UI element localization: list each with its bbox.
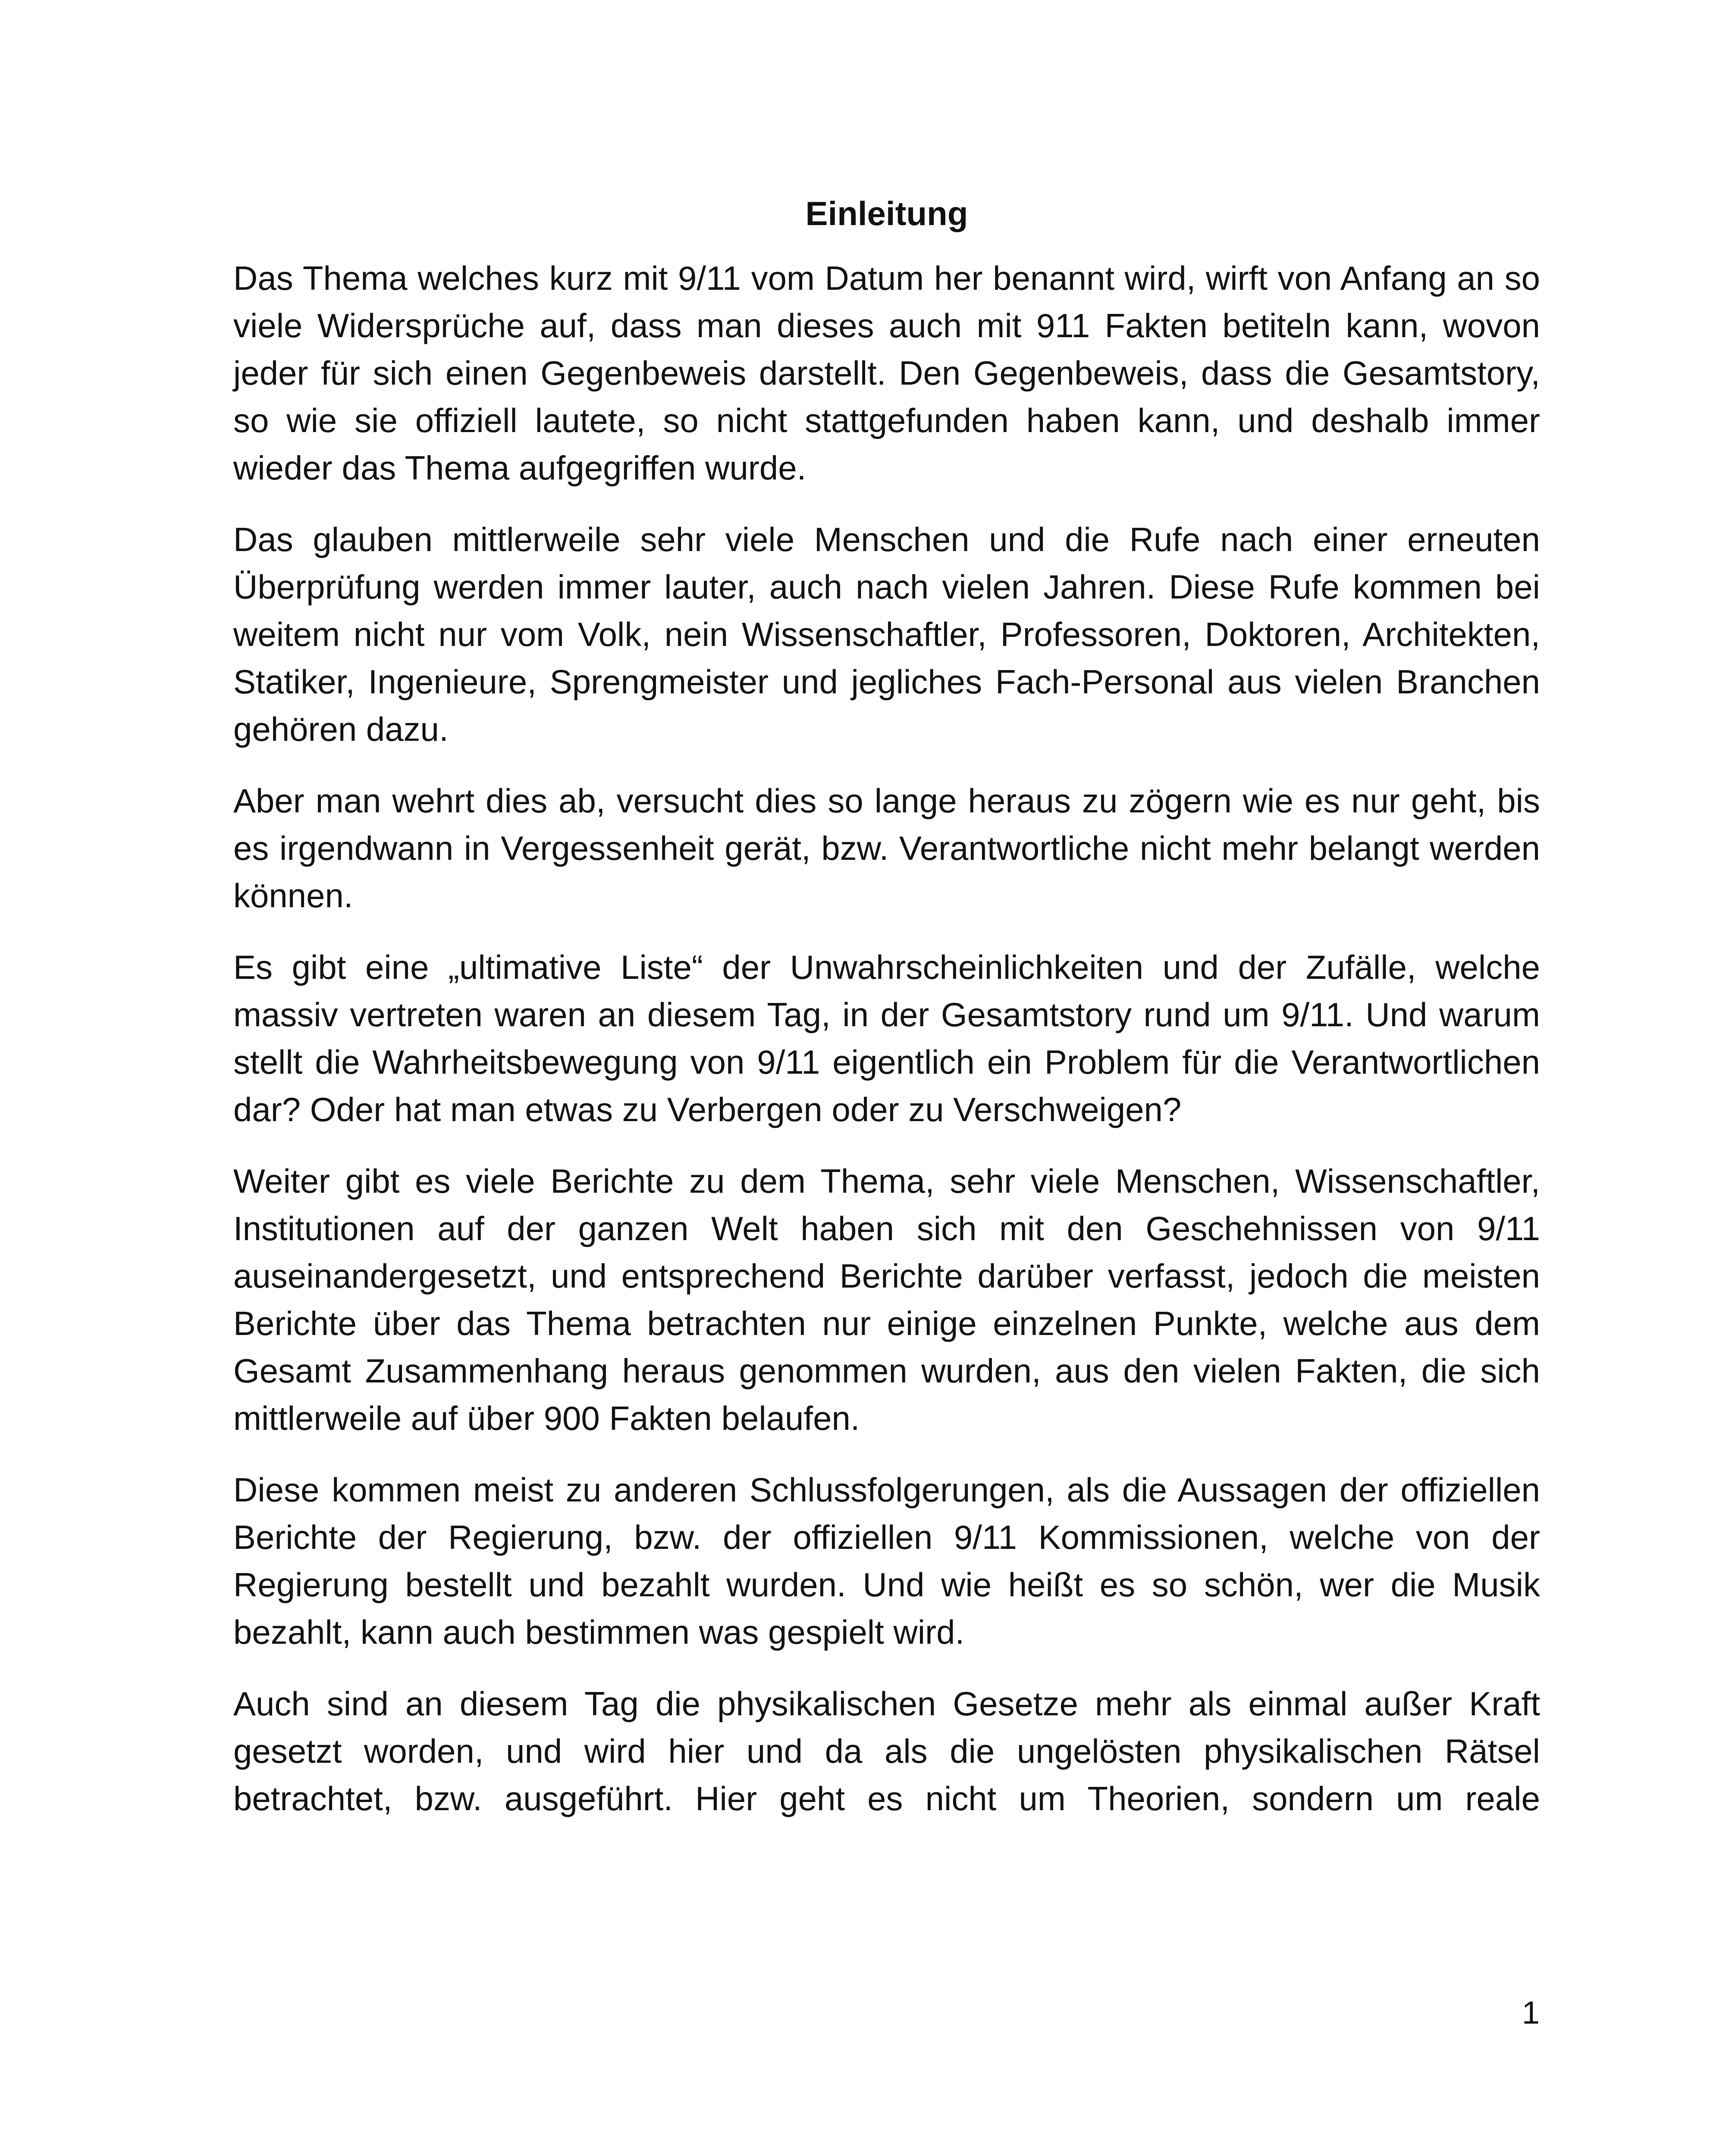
paragraph-3: Aber man wehrt dies ab, versucht dies so lange heraus zu zögern wie es nur geht, bis es irgendwann in Vergessenheit gerät, bzw. Verantwortliche nicht mehr belangt werden können.: [233, 782, 1540, 915]
page-title: Einleitung: [805, 194, 968, 232]
paragraph-7: Auch sind an diesem Tag die physikalischen Gesetze mehr als einmal außer Kraft gesetzt worden, und wird hier und da als die ungelösten physikalischen Rätsel betrachtet, bzw. ausgeführt. Hier geht es nicht um Theorien, sondern um reale: [233, 1685, 1540, 1818]
paragraph-6: Diese kommen meist zu anderen Schlussfolgerungen, als die Aussagen der offiziellen Berichte der Regierung, bzw. der offiziellen 9/11 Kommissionen, welche von der Regierung bestellt und bezahlt wurden. Und wie heißt es so schön, wer die Musik bezahlt, kann auch bestimmen was gespielt wird.: [233, 1471, 1540, 1651]
page-content: [233, 190, 1540, 1846]
paragraph-4: Es gibt eine „ultimative Liste“ der Unwahrscheinlichkeiten und der Zufälle, welche massiv vertreten waren an diesem Tag, in der Gesamtstory rund um 9/11. Und warum stellt die Wahrheitsbewegung von 9/11 eigentlich ein Problem für die Verantwortlichen dar? Oder hat man etwas zu Verbergen oder zu Verschweigen?: [233, 948, 1540, 1128]
paragraph-1: Das Thema welches kurz mit 9/11 vom Datum her benannt wird, wirft von Anfang an so viele Widersprüche auf, dass man dieses auch mit 911 Fakten betiteln kann, wovon jeder für sich einen Gegenbeweis darstellt. Den Gegenbeweis, dass die Gesamtstory, so wie sie offiziell lautete, so nicht stattgefunden haben kann, und deshalb immer wieder das Thema aufgegriffen wurde.: [233, 259, 1540, 487]
page-number: 1: [1522, 1995, 1540, 2031]
paragraph-5: Weiter gibt es viele Berichte zu dem Thema, sehr viele Menschen, Wissenschaftler, Institutionen auf der ganzen Welt haben sich mit den Geschehnissen von 9/11 auseinandergesetzt, und entsprechend Berichte darüber verfasst, jedoch die meisten Berichte über das Thema betrachten nur einige einzelnen Punkte, welche aus dem Gesamt Zusammenhang heraus genommen wurden, aus den vielen Fakten, die sich mittlerweile auf über 900 Fakten belaufen.: [233, 1162, 1540, 1437]
paragraph-2: Das glauben mittlerweile sehr viele Menschen und die Rufe nach einer erneuten Überprüfung werden immer lauter, auch nach vielen Jahren. Diese Rufe kommen bei weitem nicht nur vom Volk, nein Wissenschaftler, Professoren, Doktoren, Architekten, Statiker, Ingenieure, Sprengmeister und jegliches Fach-Personal aus vielen Branchen gehören dazu.: [233, 520, 1540, 748]
